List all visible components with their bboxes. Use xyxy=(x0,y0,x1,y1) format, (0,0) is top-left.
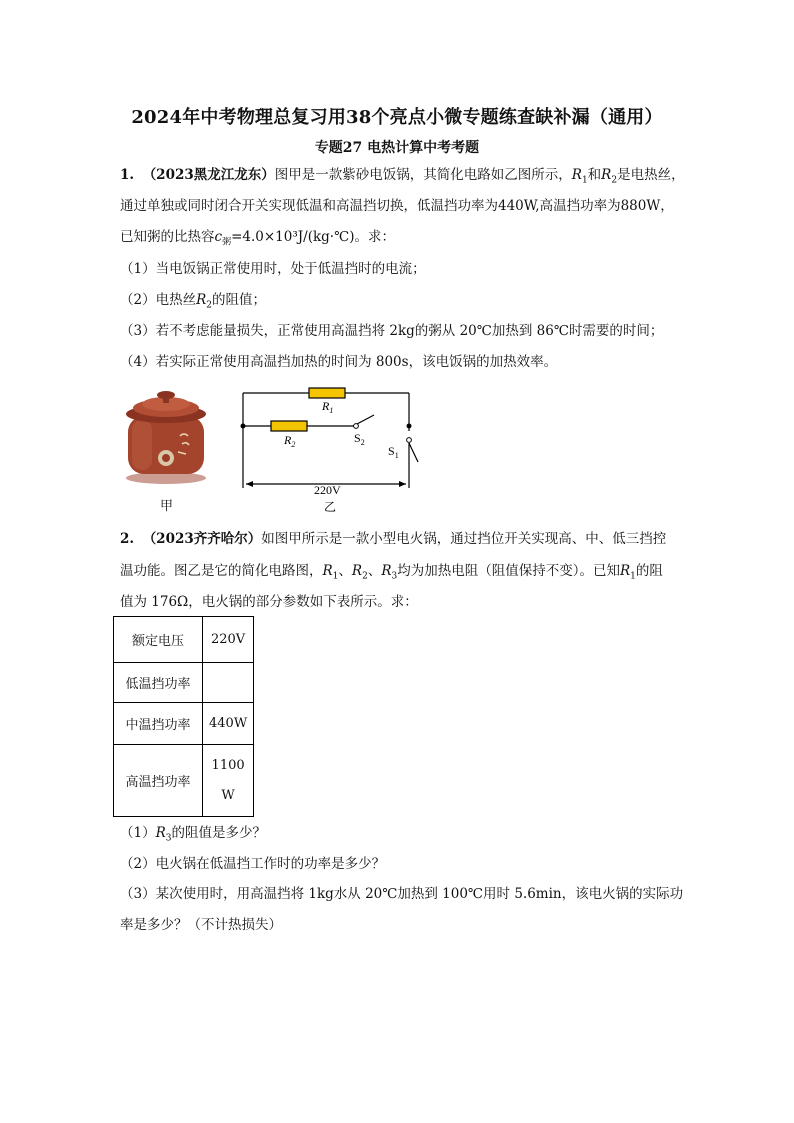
q1-line1 xyxy=(120,165,685,191)
table-cell-value-line: 1100 xyxy=(211,757,245,773)
var-c: c xyxy=(214,229,223,245)
r2-label: $R_2$ xyxy=(284,433,296,449)
subscript: 3 xyxy=(165,833,172,844)
q2-text: 、 xyxy=(338,563,352,579)
subscript: 2 xyxy=(362,571,368,582)
s1-label: $S_1$ xyxy=(388,444,399,460)
q2-source: （2023齐齐哈尔） xyxy=(142,531,262,547)
q2-subquestion-1 xyxy=(120,823,680,849)
q1-number: 1. xyxy=(120,167,135,183)
table-cell-label: 中温挡功率 xyxy=(114,703,203,745)
document-title: 2024年中考物理总复习用38个亮点小微专题练查缺补漏（通用） xyxy=(131,107,663,128)
q1-text: 已知粥的比热容 xyxy=(120,229,215,245)
r1-label: $R_1$ xyxy=(322,399,334,415)
var-r: R xyxy=(381,563,392,579)
q1-subquestion-4: （4）若实际正常使用高温挡加热的时间为 800s，该电饭锅的加热效率。 xyxy=(120,354,558,370)
var-r: R xyxy=(351,563,363,579)
voltage-label: 220V xyxy=(314,483,341,497)
var-r: R xyxy=(155,825,166,841)
var-r: R xyxy=(322,563,333,579)
q1-subquestion-3: （3）若不考虑能量损失，正常使用高温挡将 2kg的粥从 20℃加热到 86℃时需要的时间； xyxy=(120,323,664,339)
q1-text: 和 xyxy=(587,167,602,183)
q2-line2 xyxy=(120,561,680,587)
subscript: 1 xyxy=(630,571,636,582)
q2-text: 、 xyxy=(367,563,382,579)
q1-source: （2023黑龙江龙东） xyxy=(142,167,275,183)
table-row xyxy=(114,703,254,745)
table-row xyxy=(114,663,254,703)
document-subtitle: 专题27 电热计算中考考题 xyxy=(314,140,480,156)
figure-label-jia: 甲 xyxy=(160,499,174,514)
table-cell-value xyxy=(203,745,254,817)
parameter-table xyxy=(113,616,254,817)
table-row xyxy=(114,617,254,663)
table-cell-value xyxy=(203,663,254,703)
q2-text: 的阻值是多少？ xyxy=(171,825,266,841)
q1-text: 的阻值； xyxy=(212,292,266,308)
subscript: 3 xyxy=(391,571,398,582)
clay-pot-illustration xyxy=(118,386,214,486)
q2-text: （1） xyxy=(120,825,156,841)
var-r: R xyxy=(601,167,612,183)
table-cell-label: 额定电压 xyxy=(114,617,203,663)
subscript: 粥 xyxy=(222,237,232,248)
q1-line3 xyxy=(120,227,680,253)
q1-line2: 通过单独或同时闭合开关实现低温和高温挡切换，低温挡功率为440W,高温挡功率为880W， xyxy=(120,198,674,214)
s2-label: $S_2$ xyxy=(354,431,365,447)
subscript: 1 xyxy=(332,571,339,582)
table-cell-value: 440W xyxy=(203,703,254,745)
q1-subquestion-1: （1）当电饭锅正常使用时，处于低温挡时的电流； xyxy=(120,261,426,277)
q2-line3: 值为 176Ω，电火锅的部分参数如下表所示。求： xyxy=(120,594,418,610)
circuit-diagram xyxy=(236,380,426,515)
subscript: 1 xyxy=(581,175,588,186)
q2-subquestion-3: （3）某次使用时，用高温挡将 1kg水从 20℃加热到 100℃用时 5.6min，该电火锅的实际功 xyxy=(120,886,684,902)
q1-text: =4.0×10³J/(kg·℃)。求： xyxy=(231,229,395,245)
q2-text: 的阻 xyxy=(635,563,663,579)
subscript: 2 xyxy=(206,300,212,311)
table-cell-value-line: W xyxy=(221,787,235,803)
figure-label-yi: 乙 xyxy=(324,500,337,514)
q1-text: 是电热丝， xyxy=(617,167,685,183)
q1-text: （2）电热丝 xyxy=(120,292,197,308)
table-cell-label: 高温挡功率 xyxy=(114,745,203,817)
var-r: R xyxy=(196,292,207,308)
table-row xyxy=(114,745,254,817)
var-r: R xyxy=(619,563,631,579)
q2-text: 温功能。图乙是它的简化电路图， xyxy=(120,563,323,579)
table-cell-label: 低温挡功率 xyxy=(114,663,203,703)
var-r: R xyxy=(571,167,582,183)
q2-number: 2. xyxy=(120,531,135,547)
q2-text: 均为加热电阻（阻值保持不变）。已知 xyxy=(397,563,620,579)
q1-subquestion-2 xyxy=(120,290,680,316)
q2-line1 xyxy=(120,529,680,549)
q2-subquestion-2: （2）电火锅在低温挡工作时的功率是多少？ xyxy=(120,856,386,872)
q2-text: 如图甲所示是一款小型电火锅，通过挡位开关实现高、中、低三挡控 xyxy=(261,531,667,547)
table-cell-value: 220V xyxy=(203,617,254,663)
q1-text: 图甲是一款紫砂电饭锅，其简化电路如乙图所示， xyxy=(274,167,572,183)
subscript: 2 xyxy=(611,175,618,186)
q2-subquestion-3-cont: 率是多少？（不计热损失） xyxy=(120,917,282,933)
